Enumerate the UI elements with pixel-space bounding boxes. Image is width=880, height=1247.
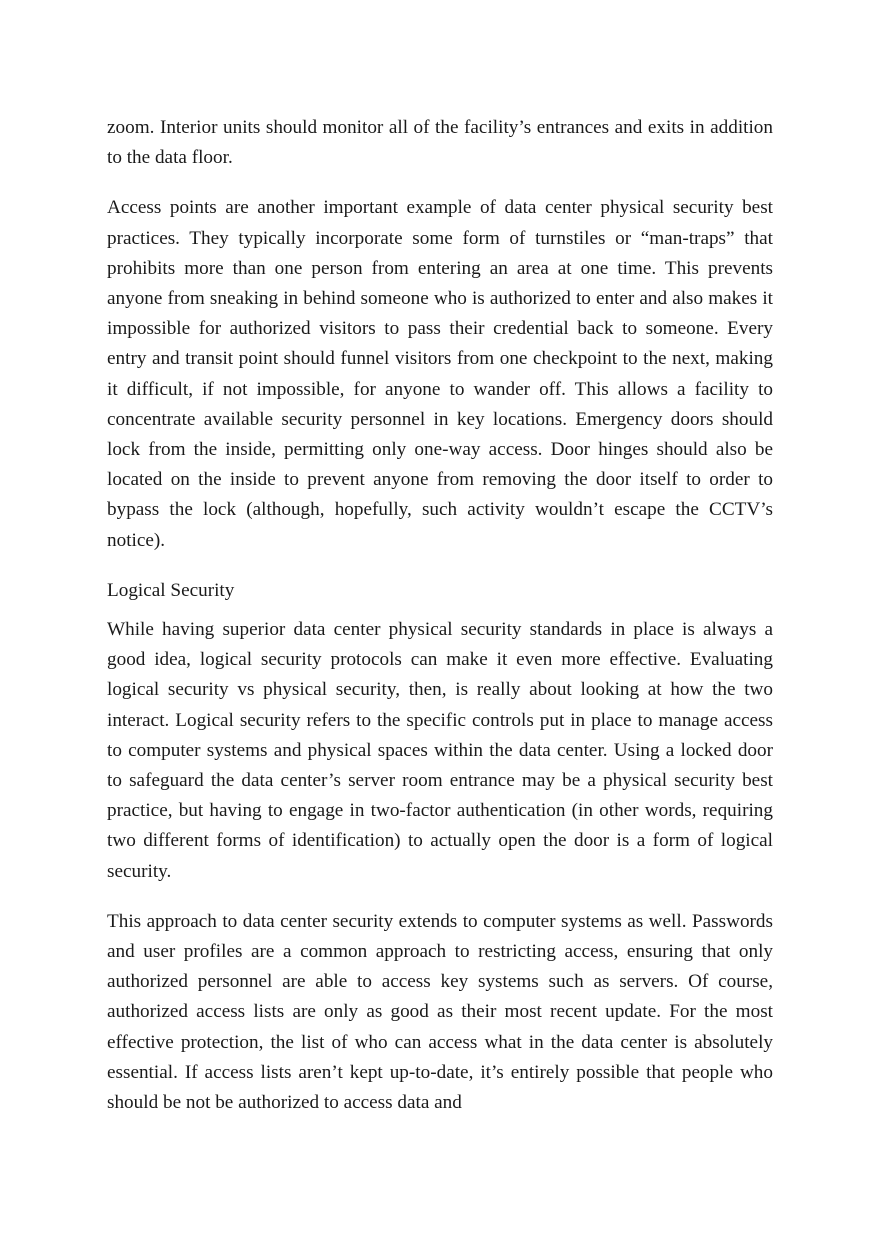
section-heading-logical-security: Logical Security [107, 579, 235, 601]
paragraph-spacer [107, 887, 773, 907]
paragraph-computer-systems: This approach to data center security extends to computer systems as well. Passwords and user profiles are a common approach to restricting access, ensuring that only authorized personnel are able to access key systems such as servers. Of course, authorized access lists are only as good as their most recent update. For the most effective protection, the list of who can access what in the data center is absolutely essential. If access lists aren’t kept up-to-date, it’s entirely possible that people who should be not be authorized to access data and [107, 910, 773, 1114]
paragraph-spacer [107, 606, 773, 615]
paragraph-spacer [107, 556, 773, 576]
document-page [107, 113, 773, 1118]
paragraph-access-points: Access points are another important example of data center physical security best practices. They typically incorporate some form of turnstiles or “man-traps” that prohibits more than one person from entering an area at one time. This prevents anyone from sneaking in behind someone who is authorized to enter and also makes it impossible for authorized visitors to pass their credential back to someone. Every entry and transit point should funnel visitors from one checkpoint to the next, making it difficult, if not impossible, for anyone to wander off. This allows a facility to concentrate available security personnel in key locations. Emergency doors should lock from the inside, permitting only one-way access. Door hinges should also be located on the inside to prevent anyone from removing the door itself to order to bypass the lock (although, hopefully, such activity wouldn’t escape the CCTV’s notice). [107, 197, 773, 551]
paragraph-spacer [107, 173, 773, 193]
paragraph-logical-security: While having superior data center physical security standards in place is always a good idea, logical security protocols can make it even more effective. Evaluating logical security vs physical security, then, is really about looking at how the two interact. Logical security refers to the specific controls put in place to manage access to computer systems and physical spaces within the data center. Using a locked door to safeguard the data center’s server room entrance may be a physical security best practice, but having to engage in two-factor authentication (in other words, requiring two different forms of identification) to actually open the door is a form of logical security. [107, 619, 773, 882]
paragraph-cctv-interior: zoom. Interior units should monitor all of the facility’s entrances and exits in addition to the data floor. [107, 117, 773, 169]
